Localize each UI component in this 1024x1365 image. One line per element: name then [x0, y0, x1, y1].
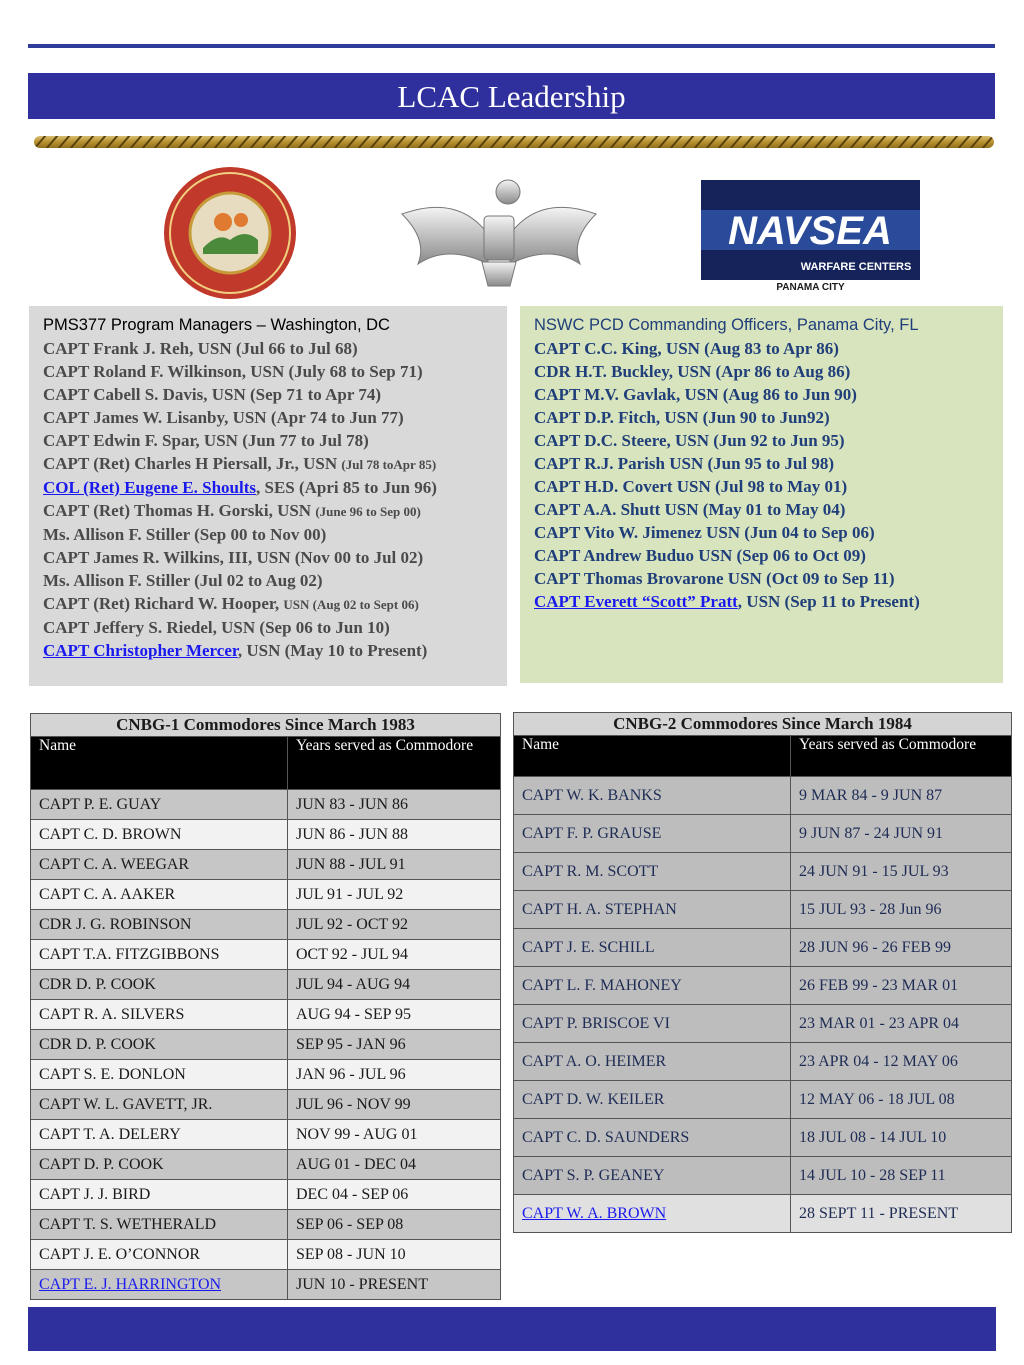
rope-divider	[34, 131, 994, 153]
pms377-list	[43, 337, 493, 662]
nswc-heading: NSWC PCD Commanding Officers, Panama City, FL	[534, 316, 919, 334]
name-cell: CAPT C. A. WEEGAR	[31, 850, 288, 880]
years-cell: JUL 91 - JUL 92	[288, 880, 501, 910]
name-cell: CAPT J. E. O’CONNOR	[31, 1240, 288, 1270]
pms377-line	[43, 383, 493, 406]
navsea-wordmark: NAVSEA	[728, 209, 892, 253]
nswc-line	[534, 544, 989, 567]
name-cell	[31, 1270, 288, 1300]
table-row	[514, 853, 1012, 891]
nswc-line	[534, 590, 989, 613]
years-cell: 12 MAY 06 - 18 JUL 08	[791, 1081, 1012, 1119]
name-cell: CAPT C. D. SAUNDERS	[514, 1119, 791, 1157]
table-row	[514, 1195, 1012, 1233]
nswc-box	[520, 306, 1003, 683]
nswc-line	[534, 498, 989, 521]
pms377-line-text: , SES (Apri 85 to Jun 96)	[256, 478, 437, 497]
pms377-line-dates: (June 96 to Sep 00)	[315, 504, 421, 519]
nswc-line-text: CDR H.T. Buckley, USN (Apr 86 to Aug 86)	[534, 362, 851, 381]
table-row	[514, 777, 1012, 815]
name-cell: CAPT R. M. SCOTT	[514, 853, 791, 891]
pms377-line-text: CAPT (Ret) Richard W. Hooper,	[43, 594, 284, 613]
pms377-line	[43, 360, 493, 383]
cnbg2-column-header: Years served as Commodore	[791, 736, 1012, 777]
pms377-line-text: , USN (May 10 to Present)	[237, 641, 428, 660]
pms377-line-text: CAPT James W. Lisanby, USN (Apr 74 to Jun 77)	[43, 408, 404, 427]
nswc-line	[534, 360, 989, 383]
nswc-line-text: CAPT M.V. Gavlak, USN (Aug 86 to Jun 90)	[534, 385, 857, 404]
eagle-insignia-icon	[398, 174, 600, 292]
table-row	[31, 1240, 501, 1270]
years-cell: 14 JUL 10 - 28 SEP 11	[791, 1157, 1012, 1195]
pms377-line	[43, 452, 493, 476]
years-cell: JUL 92 - OCT 92	[288, 910, 501, 940]
table-row	[514, 929, 1012, 967]
pms377-line-text: CAPT Cabell S. Davis, USN (Sep 71 to Apr 74)	[43, 385, 381, 404]
name-cell: CAPT A. O. HEIMER	[514, 1043, 791, 1081]
name-cell: CDR D. P. COOK	[31, 1030, 288, 1060]
pms377-line	[43, 616, 493, 639]
table-row	[514, 891, 1012, 929]
table-row	[31, 1150, 501, 1180]
top-rule	[28, 44, 995, 48]
name-cell: CAPT W. K. BANKS	[514, 777, 791, 815]
table-row	[31, 880, 501, 910]
name-cell	[514, 1195, 791, 1233]
navsea-location: PANAMA CITY	[776, 282, 845, 293]
name-cell: CAPT P. E. GUAY	[31, 790, 288, 820]
pms377-line-text: CAPT (Ret) Thomas H. Gorski, USN	[43, 501, 316, 520]
years-cell: AUG 01 - DEC 04	[288, 1150, 501, 1180]
pms377-line	[43, 406, 493, 429]
years-cell: JUN 86 - JUN 88	[288, 820, 501, 850]
nswc-line-text: , USN (Sep 11 to Present)	[737, 592, 920, 611]
name-cell: CAPT C. A. AAKER	[31, 880, 288, 910]
years-cell: 15 JUL 93 - 28 Jun 96	[791, 891, 1012, 929]
name-cell: CAPT T. A. DELERY	[31, 1120, 288, 1150]
name-cell: CAPT S. P. GEANEY	[514, 1157, 791, 1195]
pms377-line-text: Ms. Allison F. Stiller (Sep 00 to Nov 00)	[43, 525, 327, 544]
navsea-logo	[701, 180, 920, 280]
nswc-line	[534, 452, 989, 475]
pms377-line-text: CAPT Jeffery S. Riedel, USN (Sep 06 to Jun 10)	[43, 618, 390, 637]
table-row	[31, 1120, 501, 1150]
nswc-line-text: CAPT C.C. King, USN (Aug 83 to Apr 86)	[534, 339, 839, 358]
name-cell: CAPT H. A. STEPHAN	[514, 891, 791, 929]
cnbg1-caption: CNBG-1 Commodores Since March 1983	[31, 714, 501, 737]
nswc-line	[534, 406, 989, 429]
nswc-line-text: CAPT D.P. Fitch, USN (Jun 90 to Jun92)	[534, 408, 830, 427]
cnbg1-column-header: Name	[31, 737, 288, 790]
pms377-line-text: CAPT Edwin F. Spar, USN (Jun 77 to Jul 78)	[43, 431, 369, 450]
table-row	[31, 820, 501, 850]
cnbg2-table	[513, 712, 1012, 1233]
cnbg2-caption: CNBG-2 Commodores Since March 1984	[514, 713, 1012, 736]
nswc-line	[534, 475, 989, 498]
pms377-line	[43, 337, 493, 360]
table-row	[31, 910, 501, 940]
name-cell: CAPT L. F. MAHONEY	[514, 967, 791, 1005]
name-cell: CAPT J. J. BIRD	[31, 1180, 288, 1210]
pms377-box	[29, 306, 507, 686]
years-cell: 23 MAR 01 - 23 APR 04	[791, 1005, 1012, 1043]
pms377-line	[43, 523, 493, 546]
name-cell: CAPT C. D. BROWN	[31, 820, 288, 850]
table-row	[514, 1157, 1012, 1195]
table-row	[31, 1060, 501, 1090]
page-title: LCAC Leadership	[28, 73, 995, 119]
table-row	[31, 1000, 501, 1030]
table-row	[514, 1043, 1012, 1081]
years-cell: SEP 95 - JAN 96	[288, 1030, 501, 1060]
pms377-line	[43, 476, 493, 499]
pms377-line-text: CAPT James R. Wilkins, III, USN (Nov 00 to Jul 02)	[43, 548, 424, 567]
nswc-line-text: CAPT Andrew Buduo USN (Sep 06 to Oct 09)	[534, 546, 866, 565]
nswc-line	[534, 429, 989, 452]
table-row	[31, 970, 501, 1000]
nswc-line-text: CAPT H.D. Covert USN (Jul 98 to May 01)	[534, 477, 848, 496]
nswc-line	[534, 383, 989, 406]
name-cell: CAPT W. L. GAVETT, JR.	[31, 1090, 288, 1120]
years-cell: JUL 94 - AUG 94	[288, 970, 501, 1000]
name-cell: CAPT T.A. FITZGIBBONS	[31, 940, 288, 970]
table-row	[31, 1210, 501, 1240]
pms377-link[interactable]: CAPT Christopher Mercer	[43, 641, 238, 660]
cnbg1-column-header: Years served as Commodore	[288, 737, 501, 790]
nswc-line	[534, 567, 989, 590]
pms377-line-dates: (Jul 78 toApr 85)	[341, 457, 437, 472]
nswc-line-text: CAPT D.C. Steere, USN (Jun 92 to Jun 95)	[534, 431, 845, 450]
years-cell: 28 SEPT 11 - PRESENT	[791, 1195, 1012, 1233]
table-row	[31, 940, 501, 970]
nswc-link[interactable]: CAPT Everett “Scott” Pratt	[534, 592, 738, 611]
years-cell: JUN 88 - JUL 91	[288, 850, 501, 880]
years-cell: JUL 96 - NOV 99	[288, 1090, 501, 1120]
pms377-line-text: Ms. Allison F. Stiller (Jul 02 to Aug 02)	[43, 571, 323, 590]
table-row	[514, 967, 1012, 1005]
pms377-line	[43, 592, 493, 616]
nswc-line-text: CAPT R.J. Parish USN (Jun 95 to Jul 98)	[534, 454, 835, 473]
years-cell: 9 JUN 87 - 24 JUN 91	[791, 815, 1012, 853]
table-row	[31, 1270, 501, 1300]
name-cell: CAPT P. BRISCOE VI	[514, 1005, 791, 1043]
table-row	[31, 790, 501, 820]
table-row	[31, 1090, 501, 1120]
years-cell: 28 JUN 96 - 26 FEB 99	[791, 929, 1012, 967]
years-cell: 26 FEB 99 - 23 MAR 01	[791, 967, 1012, 1005]
peo-ships-seal-logo	[163, 166, 297, 300]
cnbg2-column-header: Name	[514, 736, 791, 777]
years-cell: 18 JUL 08 - 14 JUL 10	[791, 1119, 1012, 1157]
years-cell: JUN 10 - PRESENT	[288, 1270, 501, 1300]
pms377-line-dates: USN (Aug 02 to Sept 06)	[283, 597, 419, 612]
nswc-line	[534, 337, 989, 360]
nswc-line-text: CAPT Thomas Brovarone USN (Oct 09 to Sep 11)	[534, 569, 895, 588]
years-cell: SEP 06 - SEP 08	[288, 1210, 501, 1240]
table-row	[31, 850, 501, 880]
cnbg2-current-commodore-link[interactable]: CAPT W. A. BROWN	[522, 1204, 667, 1222]
years-cell: 9 MAR 84 - 9 JUN 87	[791, 777, 1012, 815]
table-row	[514, 1081, 1012, 1119]
years-cell: 23 APR 04 - 12 MAY 06	[791, 1043, 1012, 1081]
pms377-line-text: CAPT (Ret) Charles H Piersall, Jr., USN	[43, 454, 342, 473]
years-cell: DEC 04 - SEP 06	[288, 1180, 501, 1210]
pms377-heading: PMS377 Program Managers – Washington, DC	[43, 316, 390, 334]
years-cell: AUG 94 - SEP 95	[288, 1000, 501, 1030]
table-row	[514, 815, 1012, 853]
name-cell: CAPT T. S. WETHERALD	[31, 1210, 288, 1240]
pms377-link[interactable]: COL (Ret) Eugene E. Shoults	[43, 478, 256, 497]
name-cell: CDR D. P. COOK	[31, 970, 288, 1000]
nswc-line-text: CAPT A.A. Shutt USN (May 01 to May 04)	[534, 500, 846, 519]
table-row	[31, 1030, 501, 1060]
table-row	[514, 1119, 1012, 1157]
name-cell: CAPT F. P. GRAUSE	[514, 815, 791, 853]
pms377-line	[43, 429, 493, 452]
years-cell: 24 JUN 91 - 15 JUL 93	[791, 853, 1012, 891]
nswc-line-text: CAPT Vito W. Jimenez USN (Jun 04 to Sep 06)	[534, 523, 875, 542]
name-cell: CAPT J. E. SCHILL	[514, 929, 791, 967]
pms377-line	[43, 499, 493, 523]
footer-bar	[28, 1307, 996, 1351]
table-row	[31, 1180, 501, 1210]
table-row	[514, 1005, 1012, 1043]
years-cell: OCT 92 - JUL 94	[288, 940, 501, 970]
years-cell: NOV 99 - AUG 01	[288, 1120, 501, 1150]
nswc-line	[534, 521, 989, 544]
pms377-line-text: CAPT Roland F. Wilkinson, USN (July 68 to Sep 71)	[43, 362, 423, 381]
name-cell: CAPT S. E. DONLON	[31, 1060, 288, 1090]
name-cell: CAPT D. W. KEILER	[514, 1081, 791, 1119]
pms377-line-text: CAPT Frank J. Reh, USN (Jul 66 to Jul 68)	[43, 339, 358, 358]
pms377-line	[43, 569, 493, 592]
nswc-list	[534, 337, 989, 613]
years-cell: JUN 83 - JUN 86	[288, 790, 501, 820]
cnbg1-current-commodore-link[interactable]: CAPT E. J. HARRINGTON	[39, 1275, 222, 1293]
pms377-line	[43, 639, 493, 662]
name-cell: CDR J. G. ROBINSON	[31, 910, 288, 940]
pms377-line	[43, 546, 493, 569]
years-cell: SEP 08 - JUN 10	[288, 1240, 501, 1270]
name-cell: CAPT R. A. SILVERS	[31, 1000, 288, 1030]
navsea-subtitle: WARFARE CENTERS	[800, 261, 912, 273]
years-cell: JAN 96 - JUL 96	[288, 1060, 501, 1090]
cnbg1-table	[30, 713, 501, 1300]
name-cell: CAPT D. P. COOK	[31, 1150, 288, 1180]
